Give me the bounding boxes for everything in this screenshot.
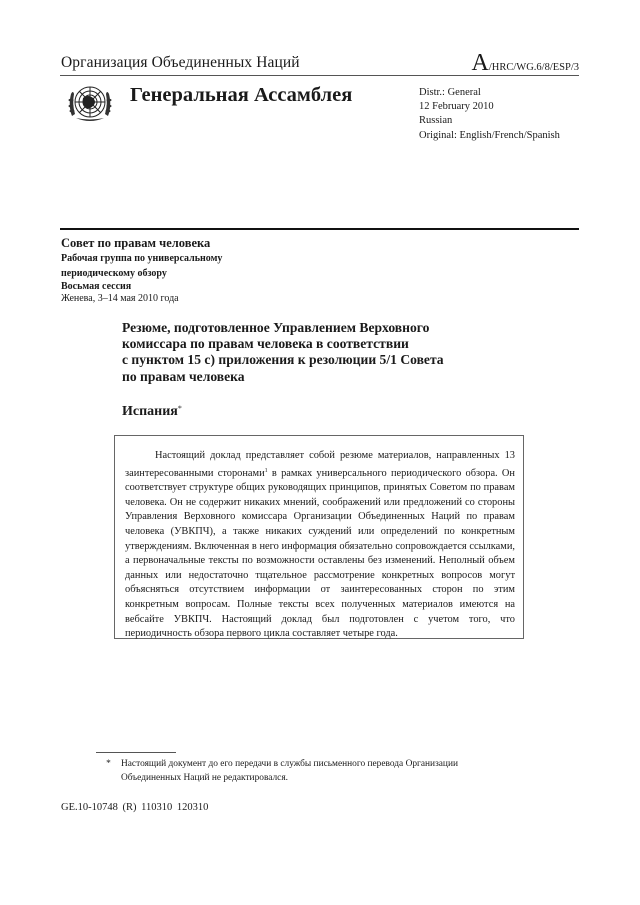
un-emblem-icon: [66, 80, 114, 126]
distribution-block: [419, 86, 560, 143]
distr-type: Distr.: General: [419, 87, 481, 98]
footnote-separator: [96, 752, 176, 753]
working-group: [61, 252, 222, 281]
summary-box: [114, 435, 524, 639]
title-line: комиссара по правам человека в соответствии: [122, 336, 409, 352]
organization-name: Организация Объединенных Наций: [61, 54, 300, 71]
country-name: Испания: [122, 404, 178, 419]
footnote-mark: *: [106, 759, 111, 769]
summary-text-part2: в рамках универсального периодического обзора. Он соответствует структуре общих руководящих принципов, принятых Советом по правам человека. Он не содержит никаких мнений, соображений или предложений со стороны Управления Верховного комиссара Организации Объединенных Наций по правам человека (УВКПЧ), а также никаких суждений или определений по конкретным утверждениям. Включенная в него информация обязательно сопровождается ссылками, а первоначальные тексты по возможности оставлены без изменений. Неполный объем данных или недостаточно тщательное рассмотрение конкретных вопросов могут объясняться отсутствием информации от заинтересованных сторон по этим конкретным вопросам. Полные тексты всех полученных материалов имеются на вебсайте УВКПЧ. Настоящий доклад был подготовлен с учетом того, что периодичность обзора первого цикла составляет четыре года.: [125, 467, 515, 640]
section-rule: [60, 228, 579, 230]
job-number: GE.10-10748 (R) 110310 120310: [61, 802, 209, 813]
symbol-prefix: A: [471, 50, 489, 76]
country-heading: [122, 404, 182, 420]
distr-date: 12 February 2010: [419, 101, 494, 113]
footnote-ref-star[interactable]: *: [177, 404, 182, 413]
title-line: Резюме, подготовленное Управлением Верховного: [122, 320, 430, 335]
working-group-line2: периодическому обзору: [61, 267, 167, 279]
footnote: [96, 757, 516, 785]
document-title: [122, 320, 522, 385]
assembly-title: Генеральная Ассамблея: [130, 84, 353, 106]
title-line: с пунктом 15 c) приложения к резолюции 5/1 Совета: [122, 352, 444, 368]
document-symbol: [472, 50, 579, 77]
distr-language: Russian: [419, 115, 453, 127]
footnote-line2: Объединенных Наций не редактировался.: [121, 773, 288, 783]
summary-text-part1: Настоящий доклад представляет собой резюме материалов, направленных 13 заинтересованными сторонами: [125, 450, 515, 479]
title-line: по правам человека: [122, 368, 245, 384]
council-name: Совет по правам человека: [61, 236, 211, 250]
summary-paragraph: [125, 449, 515, 642]
venue-dates: Женева, 3–14 мая 2010 года: [61, 293, 179, 304]
footnote-line1: Настоящий документ до его передачи в службы письменного перевода Организации: [121, 759, 458, 769]
footnote-ref-1[interactable]: 1: [264, 467, 268, 474]
session-name: Восьмая сессия: [61, 281, 132, 292]
symbol-rest: /HRC/WG.6/8/ESP/3: [488, 62, 579, 73]
header-rule: [60, 75, 579, 76]
working-group-line1: Рабочая группа по универсальному: [61, 253, 223, 264]
distr-original: Original: English/French/Spanish: [419, 129, 560, 141]
